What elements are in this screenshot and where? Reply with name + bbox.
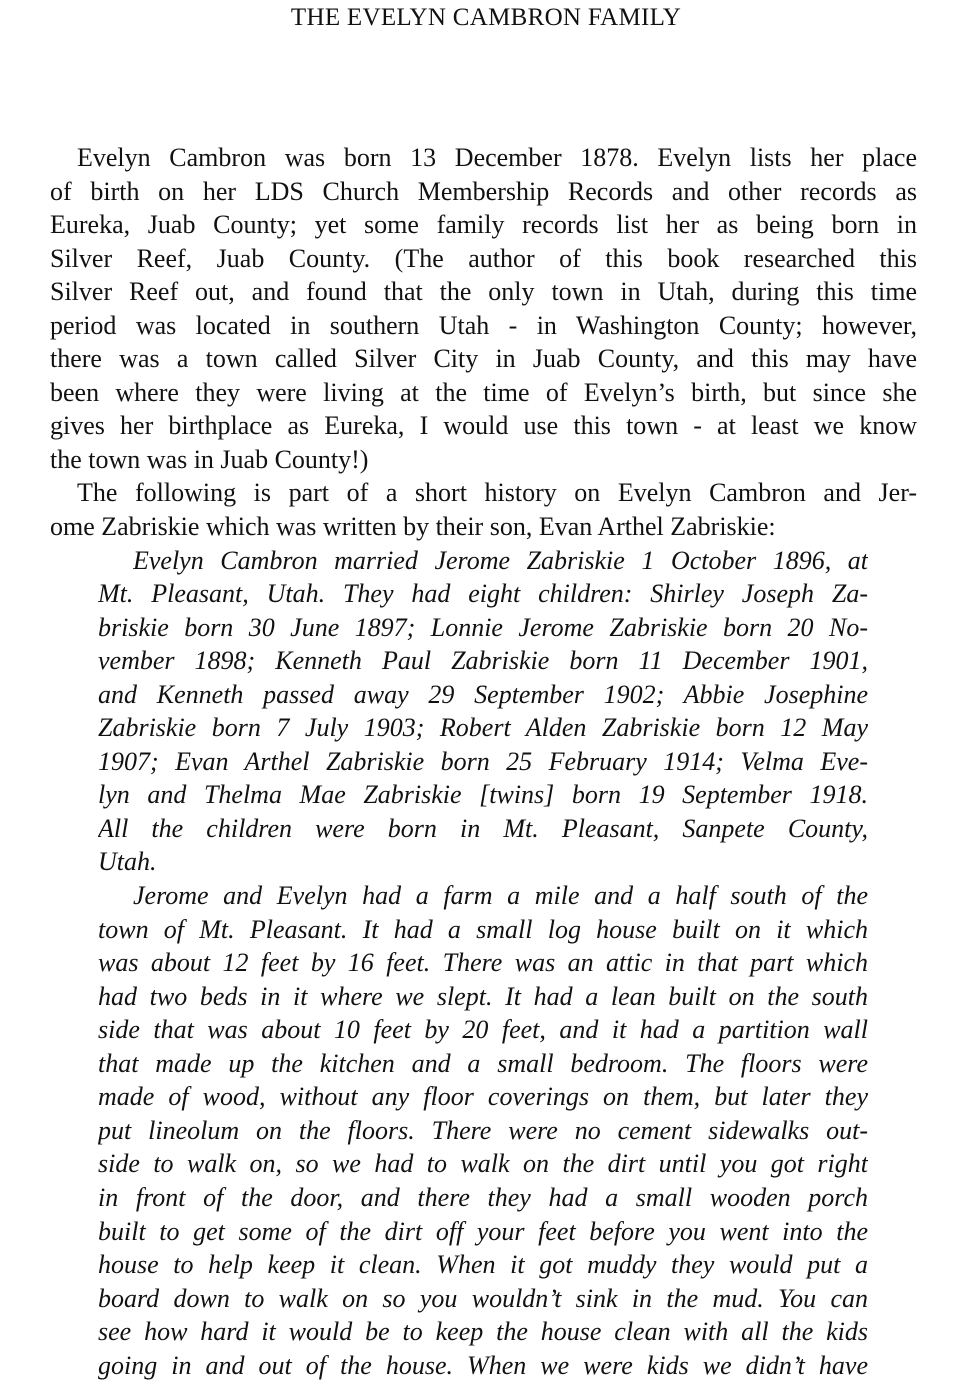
- text-line: ome Zabriskie which was written by their son, Evan Arthel Zabriskie:: [50, 512, 776, 542]
- text-line: Utah.: [98, 847, 157, 877]
- text-line: lyn and Thelma Mae Zabriskie [twins] born 19 September 1918.: [98, 780, 868, 810]
- text-line: side that was about 10 feet by 20 feet, and it had a partition wall: [98, 1015, 868, 1045]
- text-line: built to get some of the dirt off your feet before you went into the: [98, 1216, 868, 1246]
- text-line: had two beds in it where we slept. It had a lean built on the south: [98, 981, 868, 1011]
- text-line: Jerome and Evelyn had a farm a mile and a half south of the: [133, 881, 868, 911]
- text-line: been where they were living at the time of Evelyn’s birth, but since she: [50, 377, 917, 407]
- text-line: gives her birthplace as Eureka, I would use this town - at least we know: [50, 411, 917, 441]
- text-line: Silver Reef out, and found that the only town in Utah, during this time: [50, 277, 917, 307]
- text-line: board down to walk on so you wouldn’t sink in the mud. You can: [98, 1283, 868, 1313]
- text-line: The following is part of a short history on Evelyn Cambron and Jer-: [77, 478, 917, 508]
- text-line: briskie born 30 June 1897; Lonnie Jerome Zabriskie born 20 No-: [98, 612, 868, 642]
- text-line: of birth on her LDS Church Membership Records and other records as: [50, 176, 917, 206]
- text-line: was about 12 feet by 16 feet. There was an attic in that part which: [98, 948, 868, 978]
- text-line: Evelyn Cambron was born 13 December 1878. Evelyn lists her place: [77, 143, 917, 172]
- text-line: Eureka, Juab County; yet some family records list her as being born in: [50, 210, 917, 240]
- text-line: see how hard it would be to keep the house clean with all the kids: [98, 1317, 868, 1347]
- document-body: [0, 141, 956, 1382]
- text-line: Mt. Pleasant, Utah. They had eight children: Shirley Joseph Za-: [98, 579, 868, 609]
- text-line: that made up the kitchen and a small bedroom. The floors were: [98, 1048, 868, 1078]
- text-line: All the children were born in Mt. Pleasant, Sanpete County,: [98, 813, 868, 843]
- text-line: side to walk on, so we had to walk on the dirt until you got right: [98, 1149, 868, 1179]
- text-line: Evelyn Cambron married Jerome Zabriskie 1 October 1896, at: [133, 545, 868, 575]
- text-line: the town was in Juab County!): [50, 444, 369, 474]
- text-line: 1907; Evan Arthel Zabriskie born 25 February 1914; Velma Eve-: [98, 746, 868, 776]
- text-line: and Kenneth passed away 29 September 1902; Abbie Josephine: [98, 679, 868, 709]
- page-title: THE EVELYN CAMBRON FAMILY: [290, 4, 682, 31]
- text-line: made of wood, without any floor coverings on them, but later they: [98, 1082, 868, 1112]
- text-line: period was located in southern Utah - in Washington County; however,: [50, 310, 917, 340]
- text-line: vember 1898; Kenneth Paul Zabriskie born 11 December 1901,: [98, 646, 868, 676]
- text-line: house to help keep it clean. When it got muddy they would put a: [98, 1250, 868, 1280]
- text-line: going in and out of the house. When we were kids we didn’t have: [98, 1350, 868, 1380]
- text-line: put lineolum on the floors. There were no cement sidewalks out-: [98, 1115, 868, 1145]
- text-line: town of Mt. Pleasant. It had a small log house built on it which: [98, 914, 868, 944]
- text-line: Silver Reef, Juab County. (The author of this book researched this: [50, 243, 917, 273]
- text-line: Zabriskie born 7 July 1903; Robert Alden Zabriskie born 12 May: [98, 713, 868, 743]
- text-line: in front of the door, and there they had a small wooden porch: [98, 1182, 868, 1212]
- text-line: there was a town called Silver City in Juab County, and this may have: [50, 344, 917, 374]
